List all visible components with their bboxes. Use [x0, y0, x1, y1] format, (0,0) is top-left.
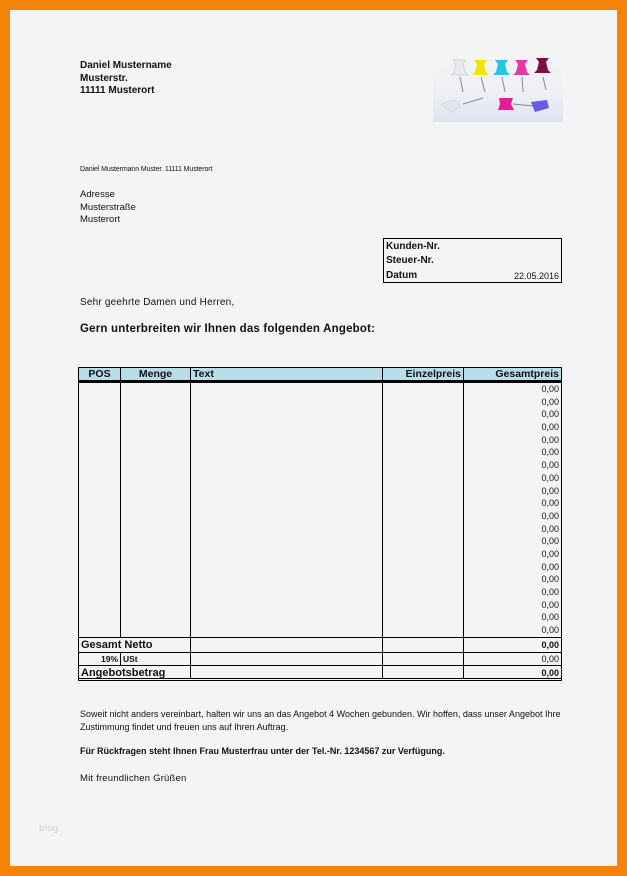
cell-unit-price[interactable] [383, 586, 464, 599]
cell-quantity[interactable] [121, 573, 191, 586]
cell-pos[interactable] [79, 446, 121, 459]
cell-quantity[interactable] [121, 421, 191, 434]
table-row [79, 599, 561, 612]
cell-total-price[interactable]: 0,00 [541, 422, 559, 433]
table-row [79, 446, 561, 459]
cell-unit-price[interactable] [383, 446, 464, 459]
cell-quantity[interactable] [121, 510, 191, 523]
table-row [79, 535, 561, 548]
header-unit-price: Einzelpreis [383, 368, 464, 380]
cell-unit-price[interactable] [383, 408, 464, 421]
cell-pos[interactable] [79, 497, 121, 510]
cell-pos[interactable] [79, 624, 121, 637]
table-row [79, 434, 561, 447]
cell-text[interactable] [191, 421, 383, 434]
cell-total-price[interactable]: 0,00 [541, 396, 559, 407]
grand-total-label: Angebotsbetrag [79, 666, 191, 678]
cell-pos[interactable] [79, 472, 121, 485]
watermark: blog [39, 824, 59, 834]
cell-quantity[interactable] [121, 561, 191, 574]
table-row [79, 408, 561, 421]
cell-total-price[interactable]: 0,00 [541, 460, 559, 471]
header-total-price: Gesamtpreis [495, 368, 559, 380]
net-total-row [79, 637, 561, 652]
cell-unit-price[interactable] [383, 523, 464, 536]
vat-row [79, 652, 561, 665]
cell-pos[interactable] [79, 408, 121, 421]
cell-pos[interactable] [79, 611, 121, 624]
net-total-value[interactable]: 0,00 [541, 639, 559, 650]
cell-pos[interactable] [79, 548, 121, 561]
sender-name: Daniel Mustername [80, 60, 172, 71]
table-row [79, 523, 561, 536]
cell-total-price[interactable]: 0,00 [541, 523, 559, 534]
cell-text[interactable] [191, 573, 383, 586]
tax-number-label: Steuer-Nr. [386, 255, 434, 267]
cell-text[interactable] [191, 510, 383, 523]
table-row [79, 472, 561, 485]
cell-text[interactable] [191, 459, 383, 472]
cell-text[interactable] [191, 485, 383, 498]
cell-quantity[interactable] [121, 446, 191, 459]
table-row [79, 459, 561, 472]
vat-value[interactable]: 0,00 [541, 653, 559, 664]
cell-pos[interactable] [79, 421, 121, 434]
cell-unit-price[interactable] [383, 624, 464, 637]
cell-total-price[interactable]: 0,00 [541, 612, 559, 623]
cell-quantity[interactable] [121, 396, 191, 409]
cell-pos[interactable] [79, 459, 121, 472]
cell-quantity[interactable] [121, 586, 191, 599]
table-row [79, 573, 561, 586]
cell-pos[interactable] [79, 434, 121, 447]
cell-text[interactable] [191, 383, 383, 396]
cell-quantity[interactable] [121, 459, 191, 472]
cell-total-price[interactable]: 0,00 [541, 625, 559, 636]
vat-label: USt [123, 653, 138, 664]
info-box [383, 238, 562, 283]
table-row [79, 497, 561, 510]
date-label: Datum [386, 269, 418, 281]
cell-text[interactable] [191, 472, 383, 485]
customer-number-label: Kunden-Nr. [386, 241, 440, 252]
cell-unit-price[interactable] [383, 599, 464, 612]
table-row [79, 421, 561, 434]
cell-text[interactable] [191, 561, 383, 574]
cell-pos[interactable] [79, 523, 121, 536]
intro-heading: Gern unterbreiten wir Ihnen das folgenden Angebot: [80, 323, 376, 335]
offer-table [78, 367, 562, 681]
cell-pos[interactable] [79, 510, 121, 523]
cell-unit-price[interactable] [383, 383, 464, 396]
cell-unit-price[interactable] [383, 396, 464, 409]
cell-unit-price[interactable] [383, 434, 464, 447]
cell-pos[interactable] [79, 599, 121, 612]
date-value[interactable]: 22.05.2016 [513, 270, 559, 281]
cell-pos[interactable] [79, 561, 121, 574]
cell-pos[interactable] [79, 535, 121, 548]
cell-unit-price[interactable] [383, 472, 464, 485]
table-row [79, 561, 561, 574]
cell-text[interactable] [191, 408, 383, 421]
table-row [79, 485, 561, 498]
cell-total-price[interactable]: 0,00 [541, 574, 559, 585]
header-text: Text [191, 368, 383, 380]
cell-unit-price[interactable] [383, 535, 464, 548]
recipient-address [80, 189, 136, 227]
cell-quantity[interactable] [121, 472, 191, 485]
vat-rate[interactable]: 19% [79, 653, 121, 665]
cell-text[interactable] [191, 624, 383, 637]
recipient-line-3: Musterort [80, 214, 121, 225]
cell-unit-price[interactable] [383, 421, 464, 434]
cell-quantity[interactable] [121, 548, 191, 561]
cell-unit-price[interactable] [383, 548, 464, 561]
cell-quantity[interactable] [121, 624, 191, 637]
grand-total-row [79, 665, 561, 681]
cell-unit-price[interactable] [383, 561, 464, 574]
table-row [79, 510, 561, 523]
cell-total-price[interactable]: 0,00 [541, 498, 559, 509]
cell-text[interactable] [191, 535, 383, 548]
cell-quantity[interactable] [121, 535, 191, 548]
cell-text[interactable] [191, 523, 383, 536]
cell-pos[interactable] [79, 396, 121, 409]
sender-address [80, 60, 172, 98]
cell-quantity[interactable] [121, 523, 191, 536]
cell-quantity[interactable] [121, 497, 191, 510]
cell-text[interactable] [191, 611, 383, 624]
signoff: Mit freundlichen Grüßen [80, 773, 187, 784]
cell-total-price[interactable]: 0,00 [541, 536, 559, 547]
cell-unit-price[interactable] [383, 510, 464, 523]
cell-pos[interactable] [79, 586, 121, 599]
cell-text[interactable] [191, 446, 383, 459]
cell-total-price[interactable]: 0,00 [541, 510, 559, 521]
table-row [79, 548, 561, 561]
sender-street: Musterstr. [80, 72, 128, 84]
table-row [79, 611, 561, 624]
cell-text[interactable] [191, 599, 383, 612]
cell-pos[interactable] [79, 485, 121, 498]
cell-unit-price[interactable] [383, 573, 464, 586]
table-summary [78, 637, 562, 681]
table-body [78, 383, 562, 637]
header-pos: POS [79, 368, 121, 380]
document-page [10, 10, 617, 866]
tax-number-row [386, 254, 559, 268]
cell-quantity[interactable] [121, 611, 191, 624]
contact-line: Für Rückfragen steht Ihnen Frau Musterfrau unter der Tel.-Nr. 1234567 zur Verfügung. [80, 746, 445, 756]
cell-quantity[interactable] [121, 599, 191, 612]
recipient-line-2: Musterstraße [80, 201, 136, 213]
cell-unit-price[interactable] [383, 485, 464, 498]
cell-total-price[interactable]: 0,00 [541, 548, 559, 559]
table-row [79, 586, 561, 599]
cell-text[interactable] [191, 586, 383, 599]
cell-total-price[interactable]: 0,00 [541, 561, 559, 572]
cell-text[interactable] [191, 497, 383, 510]
cell-quantity[interactable] [121, 383, 191, 396]
cell-quantity[interactable] [121, 434, 191, 447]
table-row [79, 383, 561, 396]
closing-paragraph: Soweit nicht anders vereinbart, halten wir uns an das Angebot 4 Wochen gebunden. Wir hoffen, dass unser Angebot Ihre Zustimmung findet und freuen uns auf Ihren Auftrag. [80, 709, 561, 732]
header-quantity: Menge [121, 368, 191, 380]
return-address-line: Daniel Mustermann Muster. 11111 Musterort [80, 166, 213, 173]
table-row [79, 624, 561, 637]
sender-city: 11111 Musterort [80, 85, 155, 96]
cell-total-price[interactable]: 0,00 [541, 485, 559, 496]
push-pins-icon [433, 52, 563, 122]
date-row [386, 269, 559, 283]
cell-text[interactable] [191, 396, 383, 409]
grand-total-value[interactable]: 0,00 [541, 667, 559, 678]
cell-total-price[interactable]: 0,00 [541, 384, 559, 394]
cell-quantity[interactable] [121, 485, 191, 498]
cell-total-price[interactable]: 0,00 [541, 599, 559, 610]
cell-total-price[interactable]: 0,00 [541, 587, 559, 597]
cell-total-price[interactable]: 0,00 [541, 472, 559, 483]
cell-text[interactable] [191, 548, 383, 561]
cell-text[interactable] [191, 434, 383, 447]
cell-quantity[interactable] [121, 408, 191, 421]
table-header [78, 367, 562, 383]
recipient-line-1: Adresse [80, 189, 115, 200]
cell-unit-price[interactable] [383, 611, 464, 624]
customer-number-row [386, 240, 559, 254]
greeting: Sehr geehrte Damen und Herren, [80, 297, 235, 308]
cell-pos[interactable] [79, 573, 121, 586]
table-row [79, 396, 561, 409]
net-total-label: Gesamt Netto [79, 638, 191, 652]
cell-total-price[interactable]: 0,00 [541, 434, 559, 445]
cell-unit-price[interactable] [383, 497, 464, 510]
cell-unit-price[interactable] [383, 459, 464, 472]
cell-total-price[interactable]: 0,00 [541, 447, 559, 458]
cell-total-price[interactable]: 0,00 [541, 409, 559, 420]
cell-pos[interactable] [79, 383, 121, 396]
